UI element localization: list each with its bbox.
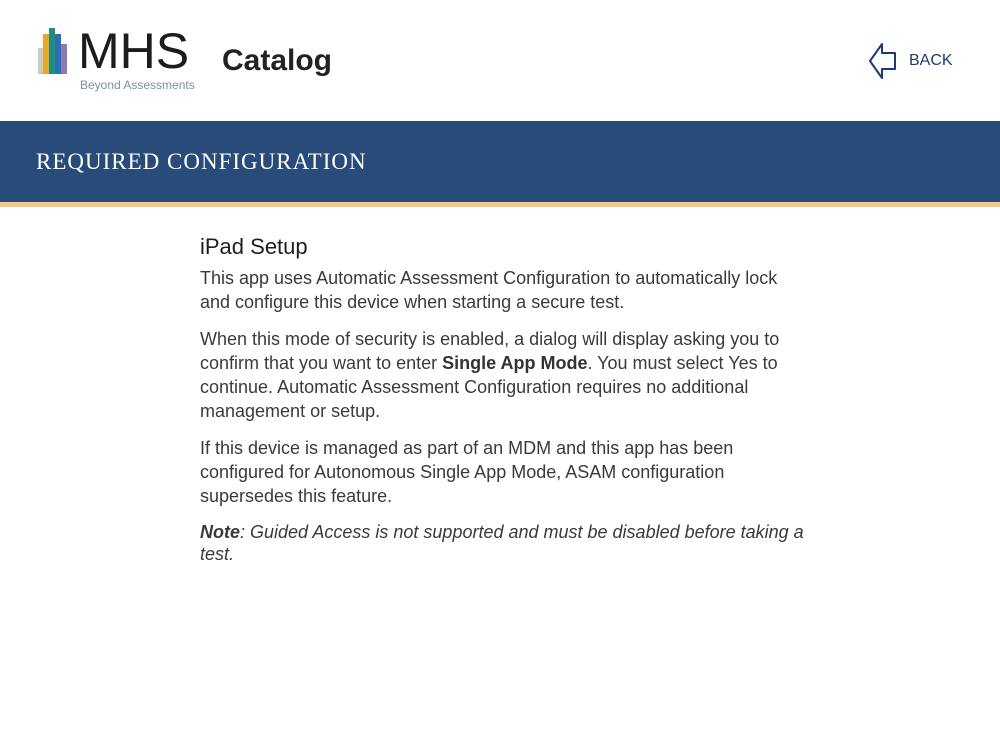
app-header: [0, 0, 1000, 121]
mhs-logo: [38, 23, 208, 94]
logo-bars-icon: [38, 28, 72, 74]
back-label: BACK: [909, 52, 953, 69]
paragraph-aac: This app uses Automatic Assessment Configuration to automatically lock and configure this device when starting a secure test.: [200, 268, 778, 312]
paragraph-text: . You must select Yes to continue. Automatic Assessment Configuration requires no additional management or setup.: [200, 353, 778, 421]
banner-title: REQUIRED CONFIGURATION: [36, 149, 367, 174]
paragraph-text: When this mode of security is enabled, a dialog will display asking you to confirm that you want to enter: [200, 329, 780, 373]
logo-wordmark: MHS: [78, 23, 190, 79]
main-content: [200, 234, 810, 565]
paragraph-mdm: If this device is managed as part of an MDM and this app has been configured for Autonomous Single App Mode, ASAM configuration supersedes this feature.: [200, 438, 734, 506]
back-button[interactable]: [868, 42, 958, 80]
single-app-mode-label: Single App Mode: [442, 353, 588, 373]
logo-tagline: Beyond Assessments: [80, 78, 195, 92]
banner-accent-stripe: [0, 202, 1000, 207]
paragraph-security-mode: [200, 327, 810, 423]
note-text: [200, 521, 810, 565]
note-label: Note: [200, 522, 240, 542]
back-arrow-icon: [868, 42, 898, 80]
section-heading: iPad Setup: [200, 234, 308, 259]
note-body: : Guided Access is not supported and must be disabled before taking a test.: [200, 522, 804, 564]
page-title: Catalog: [222, 44, 333, 77]
